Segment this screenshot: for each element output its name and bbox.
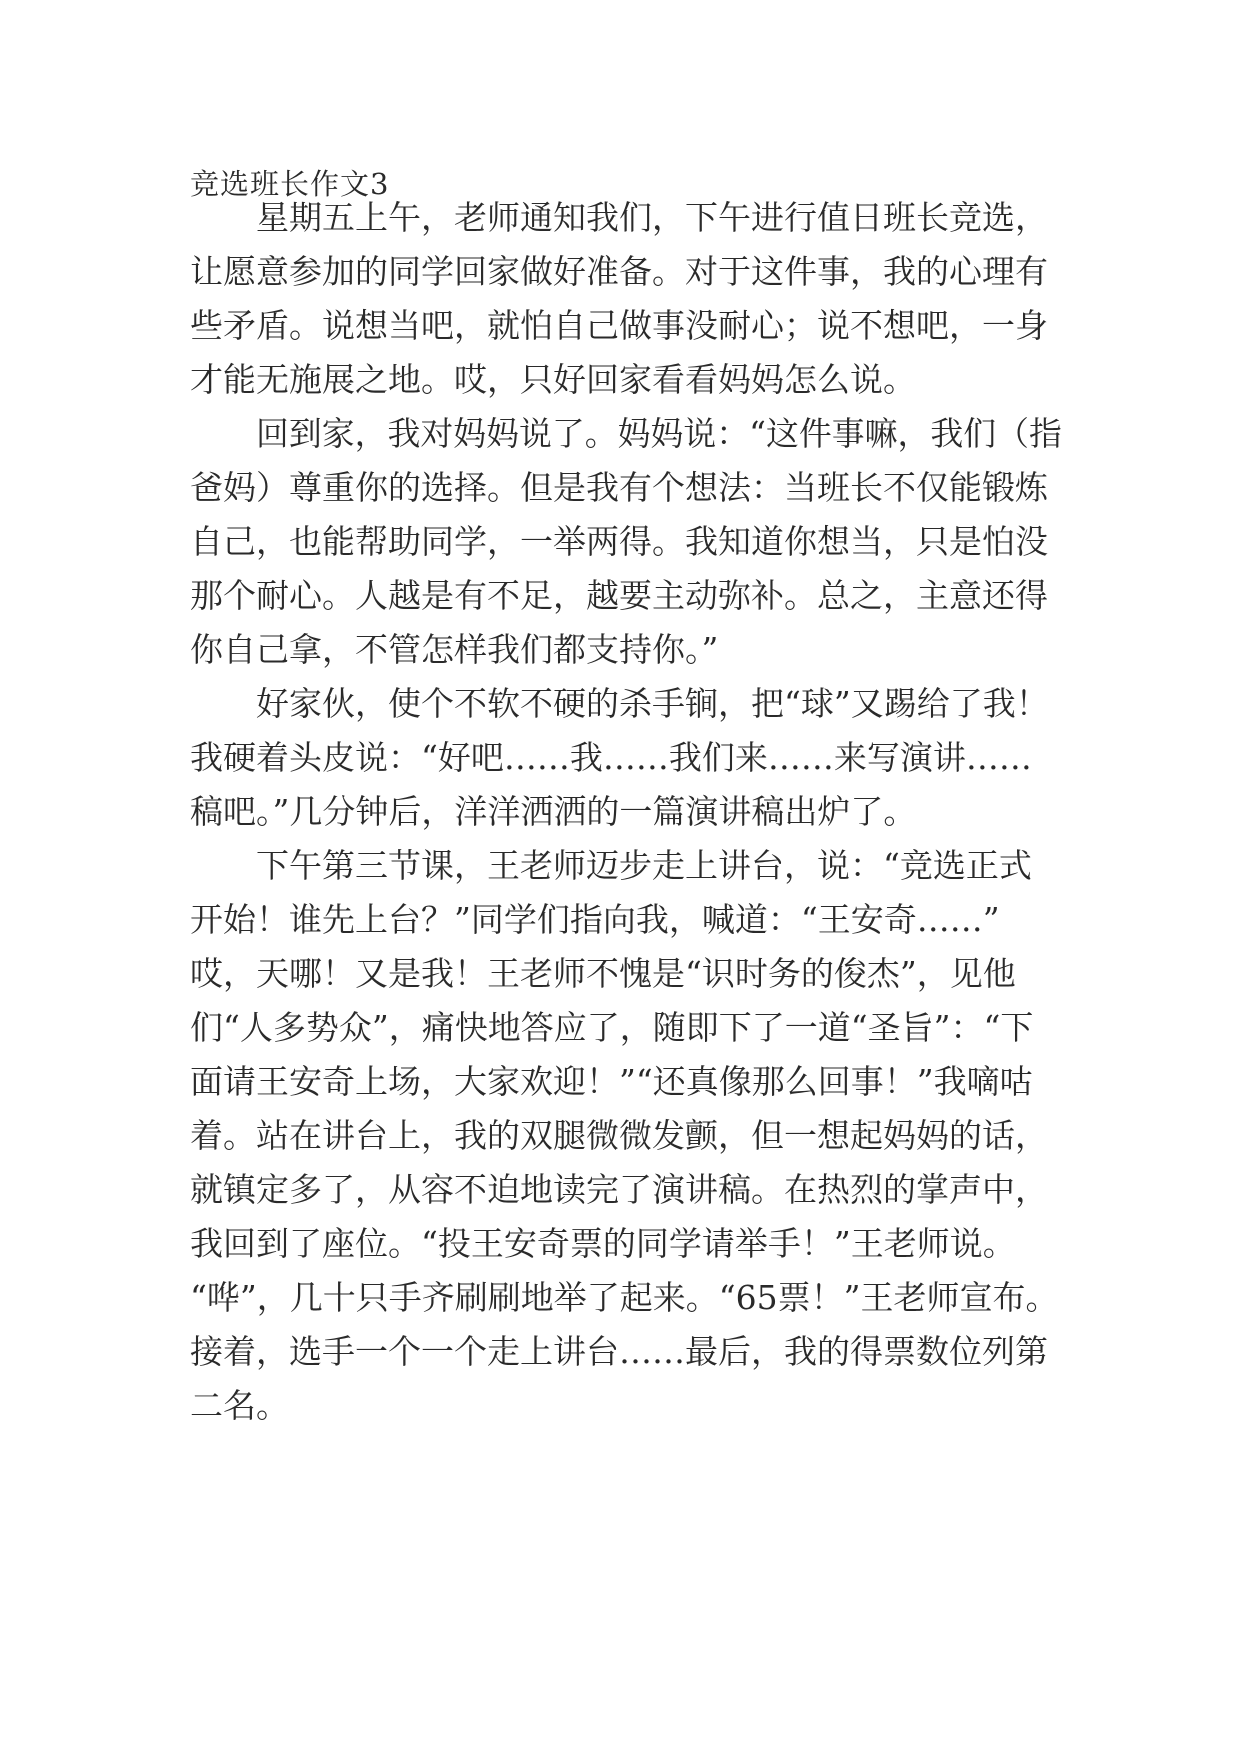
paragraph-1-line-3: 些矛盾。说想当吧，就怕自己做事没耐心；说不想吧，一身 (190, 306, 1048, 345)
paragraph-4-line-6: 着。站在讲台上，我的双腿微微发颤，但一想起妈妈的话， (190, 1116, 1048, 1155)
document-title: 竞选班长作文3 (190, 167, 390, 201)
paragraph-1-line-2: 让愿意参加的同学回家做好准备。对于这件事，我的心理有 (190, 252, 1048, 291)
paragraph-3-line-1: 好家伙，使个不软不硬的杀手锏，把“球”又踢给了我！ (256, 684, 1049, 723)
paragraph-4-line-8: 我回到了座位。“投王安奇票的同学请举手！”王老师说。 (190, 1224, 1016, 1263)
paragraph-4-line-11: 二名。 (190, 1386, 289, 1425)
paragraph-2-line-3: 自己，也能帮助同学，一举两得。我知道你想当，只是怕没 (190, 522, 1048, 561)
paragraph-4-line-9: “哗”，几十只手齐刷刷地举了起来。“65票！”王老师宣布。 (190, 1278, 1059, 1317)
paragraph-4-line-2: 开始！谁先上台？”同学们指向我，喊道：“王安奇……” (190, 900, 1000, 939)
paragraph-4-line-1: 下午第三节课，王老师迈步走上讲台，说：“竞选正式 (256, 846, 1032, 885)
paragraph-1-line-1: 星期五上午，老师通知我们，下午进行值日班长竞选， (256, 198, 1048, 237)
paragraph-4-line-5: 面请王安奇上场，大家欢迎！”“还真像那么回事！”我嘀咕 (190, 1062, 1033, 1101)
paragraph-2-line-2: 爸妈）尊重你的选择。但是我有个想法：当班长不仅能锻炼 (190, 468, 1048, 507)
paragraph-4-line-10: 接着，选手一个一个走上讲台……最后，我的得票数位列第 (190, 1332, 1048, 1371)
paragraph-4-line-7: 就镇定多了，从容不迫地读完了演讲稿。在热烈的掌声中， (190, 1170, 1048, 1209)
paragraph-3-line-2: 我硬着头皮说：“好吧……我……我们来……来写演讲…… (190, 738, 1032, 777)
paragraph-2-line-5: 你自己拿，不管怎样我们都支持你。” (190, 630, 719, 669)
paragraph-4-line-3: 哎，天哪！又是我！王老师不愧是“识时务的俊杰”，见他 (190, 954, 1016, 993)
paragraph-2-line-4: 那个耐心。人越是有不足，越要主动弥补。总之，主意还得 (190, 576, 1048, 615)
paragraph-2-line-1: 回到家，我对妈妈说了。妈妈说：“这件事嘛，我们（指 (256, 414, 1062, 453)
paragraph-1-line-4: 才能无施展之地。哎，只好回家看看妈妈怎么说。 (190, 360, 916, 399)
paragraph-4-line-4: 们“人多势众”，痛快地答应了，随即下了一道“圣旨”：“下 (190, 1008, 1034, 1047)
paragraph-3-line-3: 稿吧。”几分钟后，洋洋洒洒的一篇演讲稿出炉了。 (190, 792, 917, 831)
